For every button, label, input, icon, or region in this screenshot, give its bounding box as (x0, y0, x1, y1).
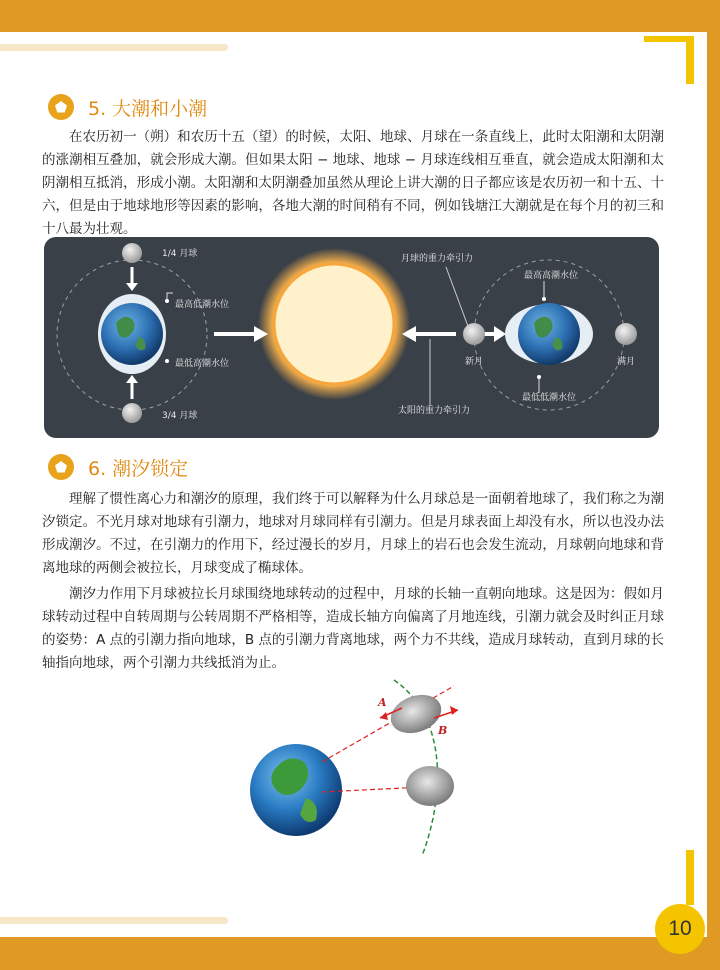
section-6-title: 6. 潮汐锁定 (88, 457, 189, 480)
arrow-a (380, 712, 388, 720)
sun (274, 264, 394, 384)
first-quarter-moon (122, 243, 142, 263)
section-6-paragraph-1: 理解了惯性离心力和潮汐的原理，我们终于可以解释为什么月球总是一面朝着地球了，我们称之为潮汐锁定。不光月球对地球有引潮力，地球对月球同样有引潮力。但是月球表面上却没有水，所以也没办法形成潮汐。不过，在引潮力的作用下，经过漫长的岁月，月球上的岩石也会发生流动，月球朝向地球和背离地球的两侧会被拉长，月球变成了椭球体。 (42, 491, 664, 576)
label-sun-gravity: 太阳的重力牵引力 (398, 406, 471, 416)
label-first-quarter: 1/4 月球 (162, 249, 198, 259)
new-moon (463, 323, 485, 345)
third-quarter-moon (122, 403, 142, 423)
section-5-title: 5. 大潮和小潮 (88, 97, 208, 120)
left-earth (101, 303, 163, 365)
full-moon (615, 323, 637, 345)
label-highest-high-right: 最高高潮水位 (524, 271, 579, 281)
section-5-paragraph: 在农历初一（朔）和农历十五（望）的时候，太阳、地球、月球在一条直线上，此时太阳潮和太阴潮的涨潮相互叠加，就会形成大潮。但如果太阳 − 地球、地球 − 月球连线相互垂直，就会造成太阳潮和太阴潮相互抵消，形成小潮。太阳潮和太阴潮叠加虽然从理论上讲大潮的日子都应该是农历初一和十五、十六，但是由于地球地形等因素的影响，各地大潮的时间稍有不同，例如钱塘江大潮就是在每个月的初三和十八最为壮观。 (42, 129, 664, 237)
right-earth (518, 303, 580, 365)
tidal-locking-diagram (244, 678, 484, 858)
corner-decor-top-vertical (686, 36, 694, 84)
label-lowest-low-left: 最高低潮水位 (175, 300, 230, 310)
point-a-label: A (378, 696, 387, 709)
bottom-decor-bar (0, 917, 228, 924)
moon-aligned (406, 766, 454, 806)
label-lowest-high-left: 最低高潮水位 (175, 359, 230, 369)
top-decor-bar (0, 44, 228, 51)
arrow-b (450, 706, 458, 715)
section-6-heading (48, 452, 188, 482)
page-number: 10 (655, 904, 705, 954)
label-new-moon: 新月 (465, 357, 484, 367)
pentagon-icon (48, 94, 74, 120)
label-lowest-low-right: 最低低潮水位 (522, 393, 577, 403)
corner-decor-bottom (686, 850, 694, 905)
label-full-moon: 满月 (617, 357, 636, 367)
label-moon-gravity: 月球的重力牵引力 (401, 254, 474, 264)
section-6-paragraph-2: 潮汐力作用下月球被拉长月球围绕地球转动的过程中，月球的长轴一直朝向地球。这是因为：假如月球转动过程中自转周期与公转周期不严格相等，造成长轴方向偏离了月地连线，引潮力就会及时纠正月球的姿势：A 点的引潮力指向地球，B 点的引潮力背离地球，两个力不共线，造成月球转动，直到月球的长轴指向地球，两个引潮力共线抵消为止。 (42, 586, 664, 671)
pentagon-icon (48, 454, 74, 480)
label-third-quarter: 3/4 月球 (162, 411, 198, 421)
tide-diagram (44, 237, 659, 438)
point-b-label: B (438, 724, 448, 737)
section-5-heading (48, 92, 207, 122)
